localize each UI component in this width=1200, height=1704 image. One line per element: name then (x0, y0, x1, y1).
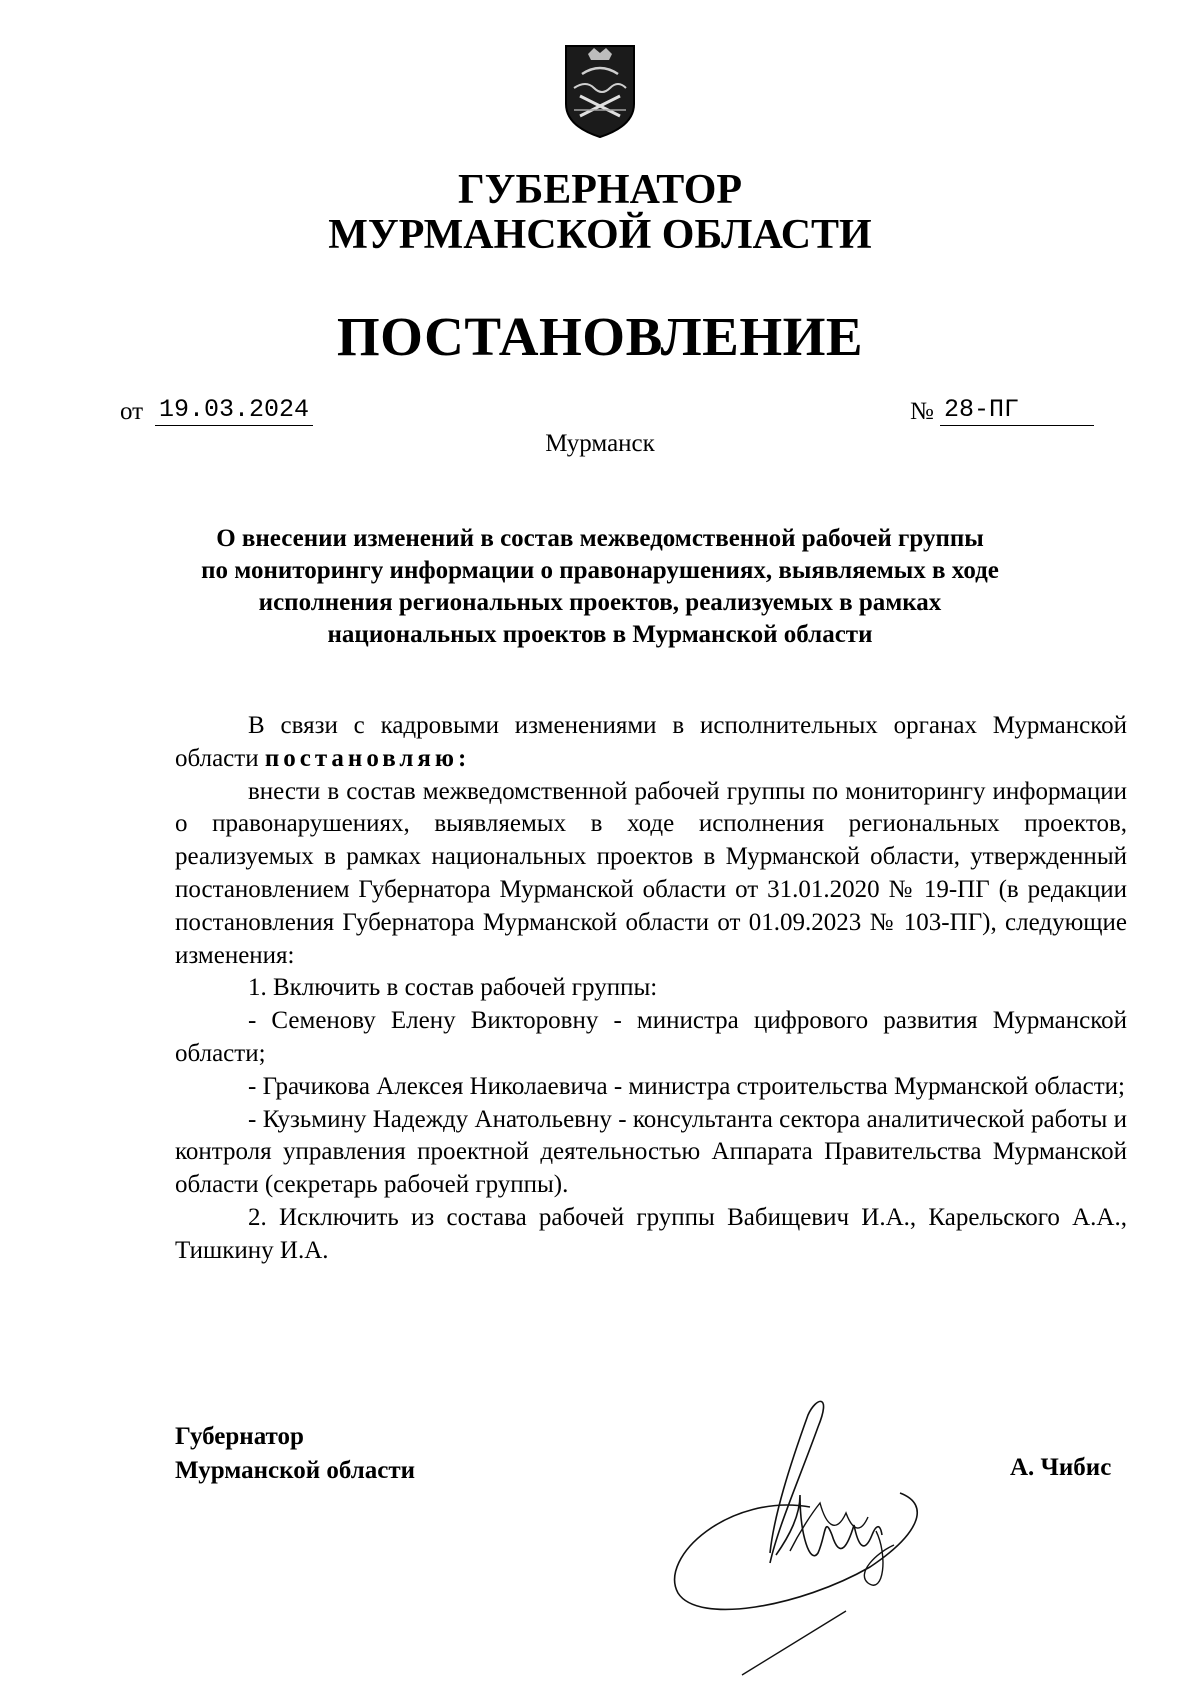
subject-line: национальных проектов в Мурманской области (327, 621, 873, 648)
coat-of-arms-emblem (560, 40, 640, 140)
number-prefix-label: № (910, 398, 934, 425)
item-1-member-c: - Кузьмину Надежду Анатольевну - консультанта сектора аналитической работы и контроля управления проектной деятельностью Аппарата Правительства Мурманской области (секретарь рабочей группы). (175, 1105, 1127, 1199)
authority-title-line1: ГУБЕРНАТОР (457, 167, 743, 213)
city-label: Мурманск (545, 430, 655, 457)
item-1-member-b: - Грачикова Алексея Николаевича - министра строительства Мурманской области; (248, 1072, 1125, 1100)
signatory-name: А. Чибис (1010, 1454, 1112, 1481)
handwritten-signature (650, 1385, 980, 1685)
signatory-title (175, 1420, 415, 1488)
subject-line: исполнения региональных проектов, реализуемых в рамках (258, 589, 942, 616)
document-subject (140, 523, 1060, 651)
signatory-title-line2: Мурманской области (175, 1457, 416, 1484)
document-date: 19.03.2024 (155, 395, 313, 426)
item-1: 1. Включить в состав рабочей группы: (248, 974, 658, 1002)
resolve-word: постановляю (264, 744, 459, 772)
signatory-title-line1: Губернатор (175, 1423, 304, 1450)
preamble-paragraph (175, 710, 1127, 776)
item-1-member-a: - Семенову Елену Викторовну - министра цифрового развития Мурманской области; (175, 1007, 1127, 1067)
document-number: 28-ПГ (940, 395, 1094, 426)
authority-title-line2: МУРМАНСКОЙ ОБЛАСТИ (328, 212, 872, 258)
resolve-colon: : (458, 744, 467, 772)
document-type-title: ПОСТАНОВЛЕНИЕ (336, 306, 864, 367)
subject-line: О внесении изменений в состав межведомственной рабочей группы (216, 525, 984, 552)
subject-line: по мониторингу информации о правонарушениях, выявляемых в ходе (201, 557, 999, 584)
date-prefix-label: от (120, 398, 144, 425)
document-body (175, 710, 1127, 1268)
item-2: 2. Исключить из состава рабочей группы Вабищевич И.А., Карельского А.А., Тишкину И.А. (175, 1203, 1127, 1264)
resolution-paragraph: внести в состав межведомственной рабочей группы по мониторингу информации о правонарушениях, выявляемых в ходе исполнения региональных проектов, реализуемых в рамках национальных проектов в Мурманской области, утвержденный постановлением Губернатора Мурманской области от 31.01.2020 № 19-ПГ (в редакции постановления Губернатора Мурманской области от 01.09.2023 № 103-ПГ), следующие изменения: (175, 777, 1127, 969)
preamble-text: В связи с кадровыми изменениями в исполнительных органах Мурманской области (175, 712, 1127, 772)
